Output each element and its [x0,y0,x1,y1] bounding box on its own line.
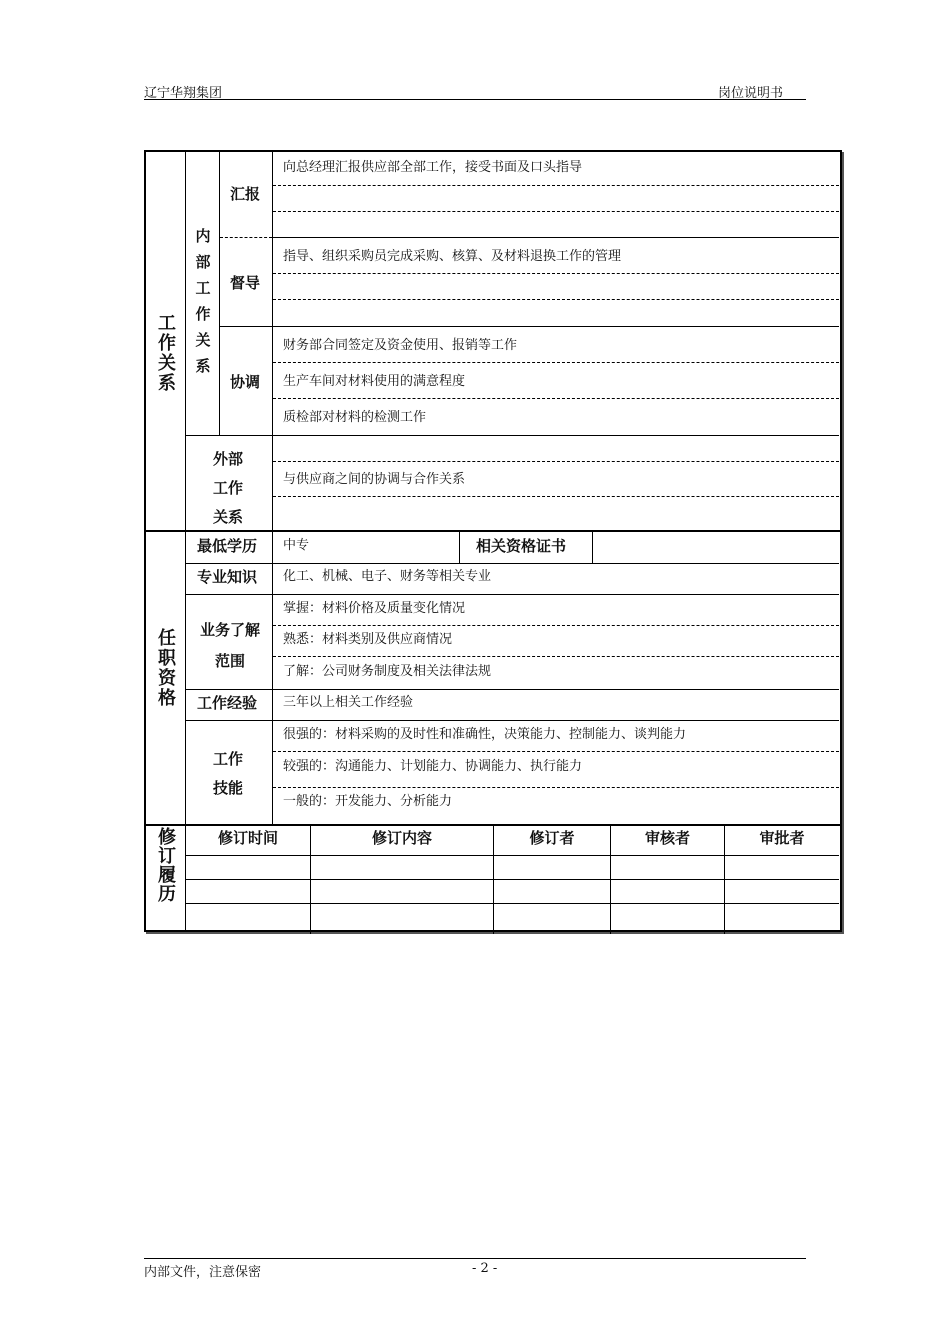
grid-line [273,237,839,238]
revision-header-time: 修订时间 [217,829,278,847]
section-divider [146,530,840,532]
coordinate-label: 协调 [230,373,261,391]
grid-line [272,435,273,824]
education-value: 中专 [283,538,310,553]
grid-line [220,326,839,327]
revision-header-reviser: 修订者 [529,829,575,847]
grid-line [186,879,839,880]
grid-line [186,563,839,564]
skills-text: 较强的：沟通能力、计划能力、协调能力、执行能力 [283,759,583,774]
certificate-label: 相关资格证书 [476,537,567,555]
skills-label: 工作 技能 [213,750,244,797]
dashed-line [220,237,272,238]
grid-line [219,152,220,435]
business-scope-text: 熟悉：材料类别及供应商情况 [283,632,453,647]
confidential-notice: 内部文件，注意保密 [144,1265,262,1280]
header-rule [144,99,806,100]
experience-label: 工作经验 [197,694,258,712]
dashed-line [273,185,839,186]
dashed-line [273,299,839,300]
revision-header-reviewer: 审核者 [644,829,690,847]
dashed-line [273,656,839,657]
grid-line [459,531,460,563]
skills-text: 很强的：材料采购的及时性和准确性，决策能力、控制能力、谈判能力 [283,727,687,742]
grid-line [185,152,186,824]
business-scope-label: 业务了解 范围 [199,621,260,670]
dashed-line [273,461,839,462]
work-relations-title: 工作关系 [155,313,176,393]
qualifications-title: 任职资格 [155,628,176,708]
dashed-line [273,751,839,752]
grid-line [272,152,273,435]
knowledge-value: 化工、机械、电子、财务等相关专业 [283,569,492,584]
dashed-line [273,787,839,788]
footer-rule [144,1258,806,1259]
skills-text: 一般的：开发能力、分析能力 [283,794,453,809]
experience-value: 三年以上相关工作经验 [283,695,414,710]
business-scope-text: 了解：公司财务制度及相关法律法规 [283,664,492,679]
business-scope-text: 掌握：材料价格及质量变化情况 [283,601,466,616]
education-label: 最低学历 [197,537,258,555]
grid-line [186,689,839,690]
dashed-line [273,211,839,212]
dashed-line [273,496,839,497]
dashed-line [273,398,839,399]
dashed-line [273,625,839,626]
document-type: 岗位说明书 [718,86,784,101]
revision-header-content: 修订内容 [371,829,432,847]
supervise-label: 督导 [230,274,261,292]
grid-line [186,903,839,904]
grid-line [186,720,839,721]
supervise-text: 指导、组织采购员完成采购、核算、及材料退换工作的管理 [283,249,622,264]
internal-relations-title: 内部工作关系 [193,228,212,384]
revision-header-approver: 审批者 [759,829,805,847]
report-text: 向总经理汇报供应部全部工作，接受书面及口头指导 [283,160,583,175]
grid-line [186,594,839,595]
grid-line [186,435,839,436]
grid-line [592,531,593,563]
external-text: 与供应商之间的协调与合作关系 [283,472,466,487]
external-relations-label: 外部 工作 关系 [213,450,244,526]
coordinate-text: 质检部对材料的检测工作 [283,410,427,425]
coordinate-text: 财务部合同签定及资金使用、报销等工作 [283,338,518,353]
knowledge-label: 专业知识 [197,568,258,586]
dashed-line [273,273,839,274]
revision-history-title: 修订履历 [155,827,176,903]
grid-line [186,855,839,856]
company-name: 辽宁华翔集团 [144,86,223,101]
coordinate-text: 生产车间对材料使用的满意程度 [283,374,466,389]
report-label: 汇报 [230,185,261,203]
dashed-line [273,362,839,363]
page-number: - 2 - [472,1261,498,1276]
